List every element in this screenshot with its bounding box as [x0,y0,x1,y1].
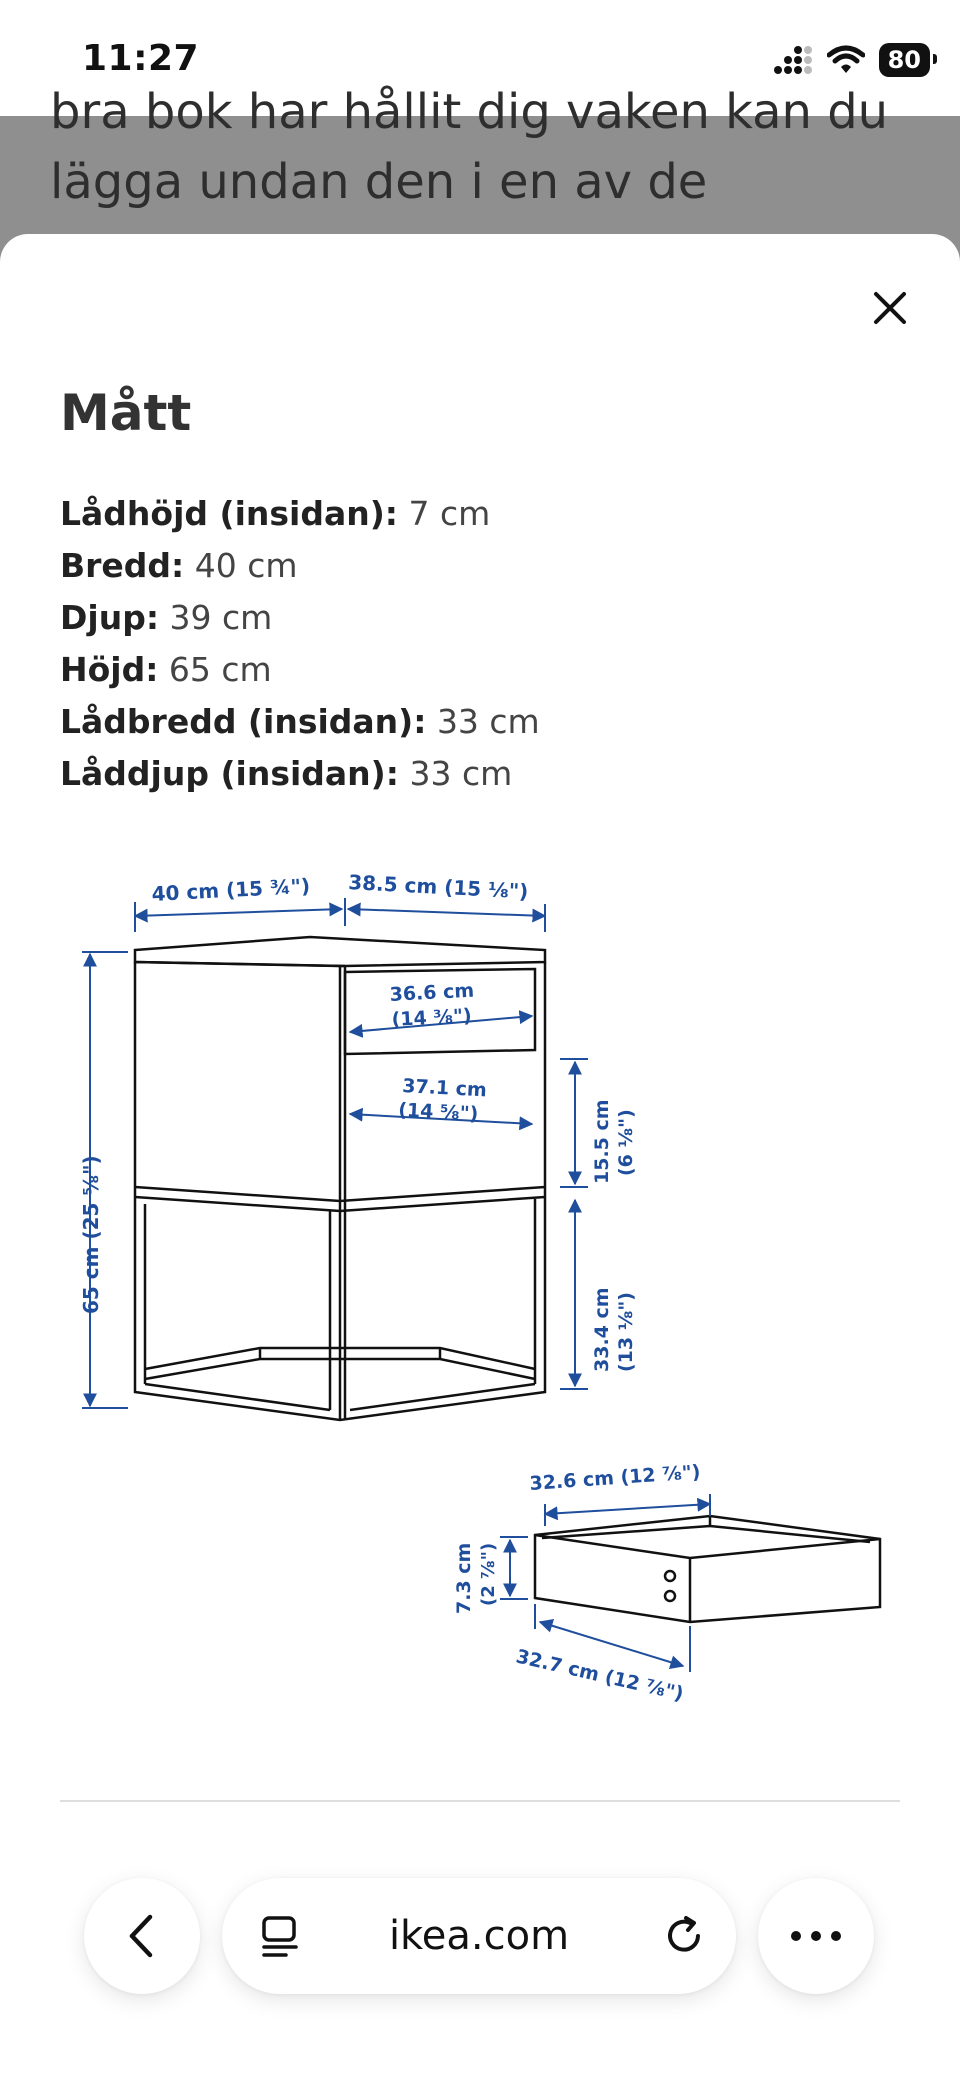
spec-row [60,748,540,800]
label-drawer-height-in: (2 ⅞") [478,1542,499,1606]
more-button[interactable] [758,1878,874,1994]
label-shelf-width-in: (14 ⅝") [397,1099,479,1126]
dimension-diagram [60,854,900,1734]
more-dots-icon [789,1929,843,1943]
label-depth-top: 38.5 cm (15 ⅛") [347,870,529,904]
spec-label: Bredd: [60,546,185,585]
spec-row [60,488,540,540]
spec-label: Lådhöjd (insidan): [60,494,399,533]
url-text[interactable]: ikea.com [388,1913,570,1959]
spec-value: 7 cm [408,494,491,533]
label-shelf-width-cm: 37.1 cm [401,1075,488,1102]
label-shelf-height-cm: 15.5 cm [591,1099,613,1184]
divider [60,1800,900,1802]
spec-label: Djup: [60,598,160,637]
address-bar[interactable] [222,1878,736,1994]
battery-indicator: 80 [879,43,930,77]
background-text-line: lägga undan den i en av de [50,154,708,210]
spec-label: Lådbredd (insidan): [60,702,427,741]
label-drawer-width: 32.6 cm (12 ⅞") [528,1461,702,1495]
spec-row [60,540,540,592]
dimensions-sheet [0,234,960,2078]
spec-label: Låddjup (insidan): [60,754,399,793]
chevron-left-icon [122,1911,162,1961]
nightstand-drawing [135,937,545,1420]
status-icons [773,40,930,80]
spec-row [60,644,540,696]
sheet-title: Mått [60,384,192,442]
label-drawer-inner-in: (14 ⅜") [391,1004,473,1031]
label-drawer-inner-cm: 36.6 cm [389,979,475,1006]
browser-toolbar [0,1860,960,2040]
drawer-drawing [535,1516,880,1622]
spec-value: 33 cm [436,702,540,741]
label-drawer-height-cm: 7.3 cm [453,1542,475,1614]
spec-list [60,488,540,800]
label-leg-height-cm: 33.4 cm [591,1287,613,1372]
label-drawer-depth: 32.7 cm (12 ⅞") [513,1645,686,1706]
label-height-total: 65 cm (25 ⅝") [79,1155,103,1314]
spec-value: 39 cm [169,598,273,637]
spec-value: 65 cm [168,650,272,689]
tabs-icon[interactable] [258,1914,302,1960]
label-leg-height-in: (13 ⅛") [615,1292,637,1372]
spec-label: Höjd: [60,650,159,689]
spec-row [60,592,540,644]
spec-value: 40 cm [194,546,298,585]
wifi-icon [827,45,865,75]
reload-icon[interactable] [660,1912,708,1960]
background-text-line: bra bok har hållit dig vaken kan du [50,84,889,140]
label-width-top: 40 cm (15 ¾") [151,873,311,906]
back-button[interactable] [84,1878,200,1994]
label-shelf-height-in: (6 ⅛") [615,1109,637,1176]
status-time: 11:27 [82,38,200,79]
cellular-signal-icon [773,45,813,75]
spec-value: 33 cm [409,754,513,793]
close-icon[interactable] [860,278,920,338]
spec-row [60,696,540,748]
